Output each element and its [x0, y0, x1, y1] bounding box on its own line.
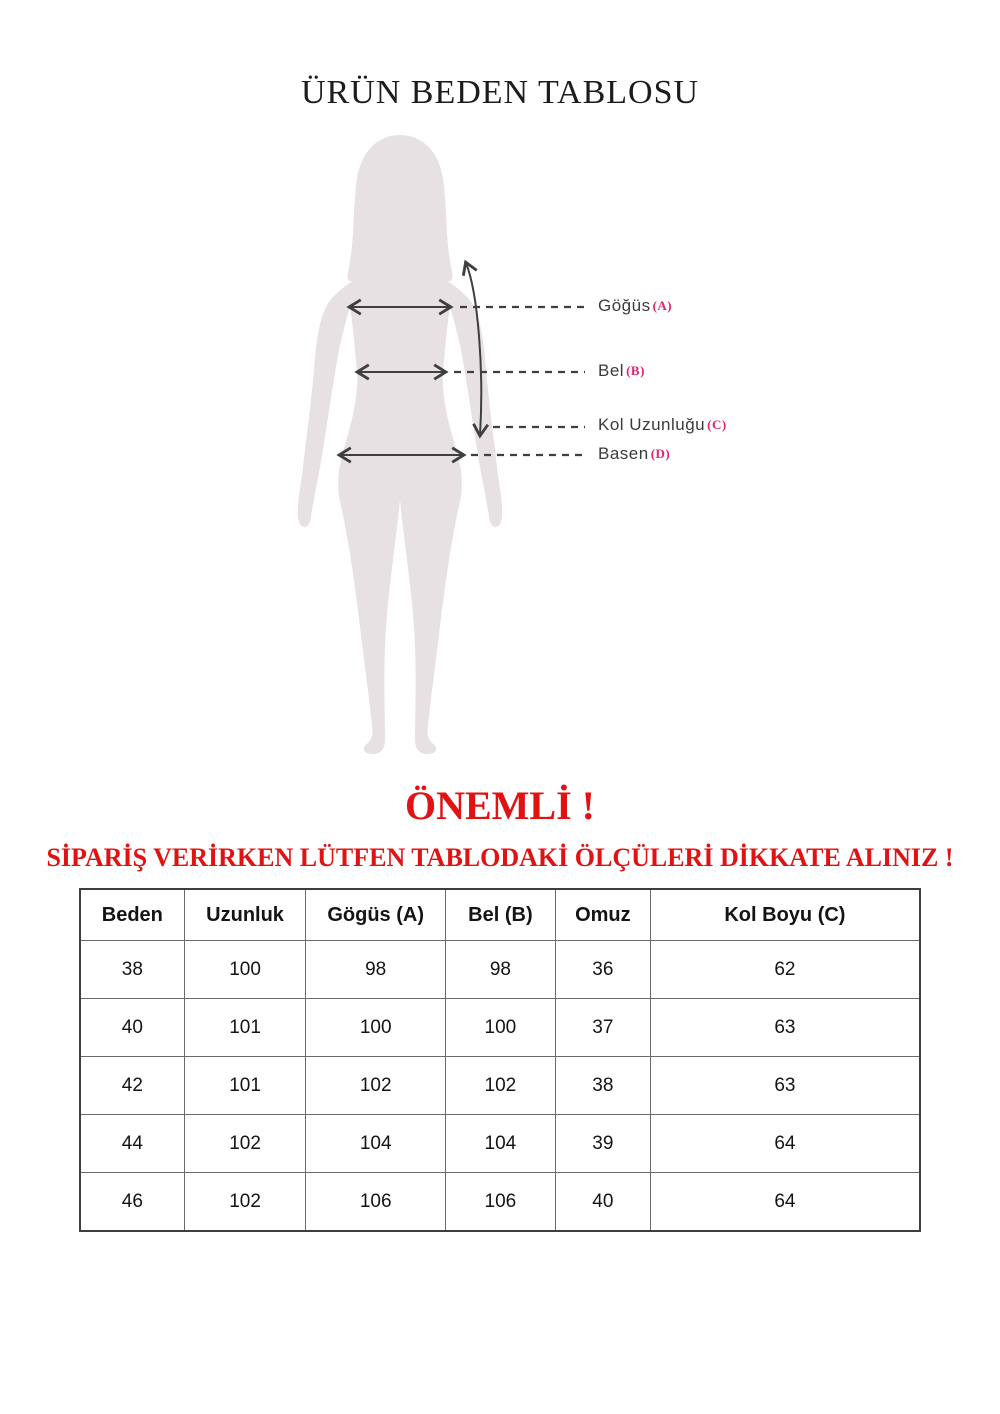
table-row	[80, 1057, 920, 1115]
measure-label-hip	[598, 444, 670, 466]
table-cell: 36	[555, 941, 650, 999]
table-cell: 42	[80, 1057, 184, 1115]
measure-label-waist	[598, 361, 645, 383]
table-cell: 100	[184, 941, 306, 999]
table-cell: 40	[80, 999, 184, 1057]
size-table-header-row	[80, 889, 920, 941]
column-header-uzunluk: Uzunluk	[184, 889, 306, 941]
table-cell: 38	[555, 1057, 650, 1115]
table-cell: 98	[306, 941, 445, 999]
page-title: ÜRÜN BEDEN TABLOSU	[300, 74, 700, 111]
body-measurement-diagram	[280, 130, 590, 762]
table-cell: 104	[445, 1115, 555, 1173]
column-header-omuz: Omuz	[555, 889, 650, 941]
column-header-gogus: Gögüs (A)	[306, 889, 445, 941]
table-cell: 102	[306, 1057, 445, 1115]
table-cell: 102	[184, 1115, 306, 1173]
table-cell: 100	[445, 999, 555, 1057]
measure-label-chest	[598, 296, 672, 318]
measure-marker-c: (C)	[707, 417, 727, 432]
table-cell: 38	[80, 941, 184, 999]
measure-label-text: Kol Uzunluğu	[598, 415, 706, 434]
table-cell: 64	[650, 1173, 920, 1232]
table-cell: 106	[445, 1173, 555, 1232]
table-cell: 101	[184, 1057, 306, 1115]
table-cell: 63	[650, 1057, 920, 1115]
table-cell: 102	[445, 1057, 555, 1115]
table-cell: 46	[80, 1173, 184, 1232]
column-header-beden: Beden	[80, 889, 184, 941]
table-cell: 100	[306, 999, 445, 1057]
measure-label-text: Bel	[598, 361, 625, 380]
body-silhouette	[298, 135, 502, 754]
table-row	[80, 999, 920, 1057]
table-cell: 62	[650, 941, 920, 999]
table-row	[80, 1173, 920, 1232]
measure-label-text: Basen	[598, 444, 649, 463]
table-row	[80, 1115, 920, 1173]
measure-marker-b: (B)	[626, 363, 645, 378]
table-cell: 106	[306, 1173, 445, 1232]
measure-label-text: Göğüs	[598, 296, 651, 315]
table-cell: 98	[445, 941, 555, 999]
measure-label-arm-length	[598, 415, 727, 437]
table-cell: 104	[306, 1115, 445, 1173]
table-cell: 63	[650, 999, 920, 1057]
table-cell: 44	[80, 1115, 184, 1173]
table-cell: 37	[555, 999, 650, 1057]
table-cell: 101	[184, 999, 306, 1057]
table-cell: 64	[650, 1115, 920, 1173]
warning-heading: ÖNEMLİ !	[405, 783, 595, 828]
table-cell: 40	[555, 1173, 650, 1232]
measure-marker-a: (A)	[652, 298, 673, 313]
table-cell: 102	[184, 1173, 306, 1232]
column-header-bel: Bel (B)	[445, 889, 555, 941]
warning-subheading: SİPARİŞ VERİRKEN LÜTFEN TABLODAKİ ÖLÇÜLERİ DİKKATE ALINIZ !	[46, 843, 954, 872]
size-table-body	[80, 941, 920, 1232]
size-table	[79, 888, 921, 1232]
table-row	[80, 941, 920, 999]
column-header-kol-boyu: Kol Boyu (C)	[650, 889, 920, 941]
table-cell: 39	[555, 1115, 650, 1173]
measure-marker-d: (D)	[650, 446, 671, 461]
